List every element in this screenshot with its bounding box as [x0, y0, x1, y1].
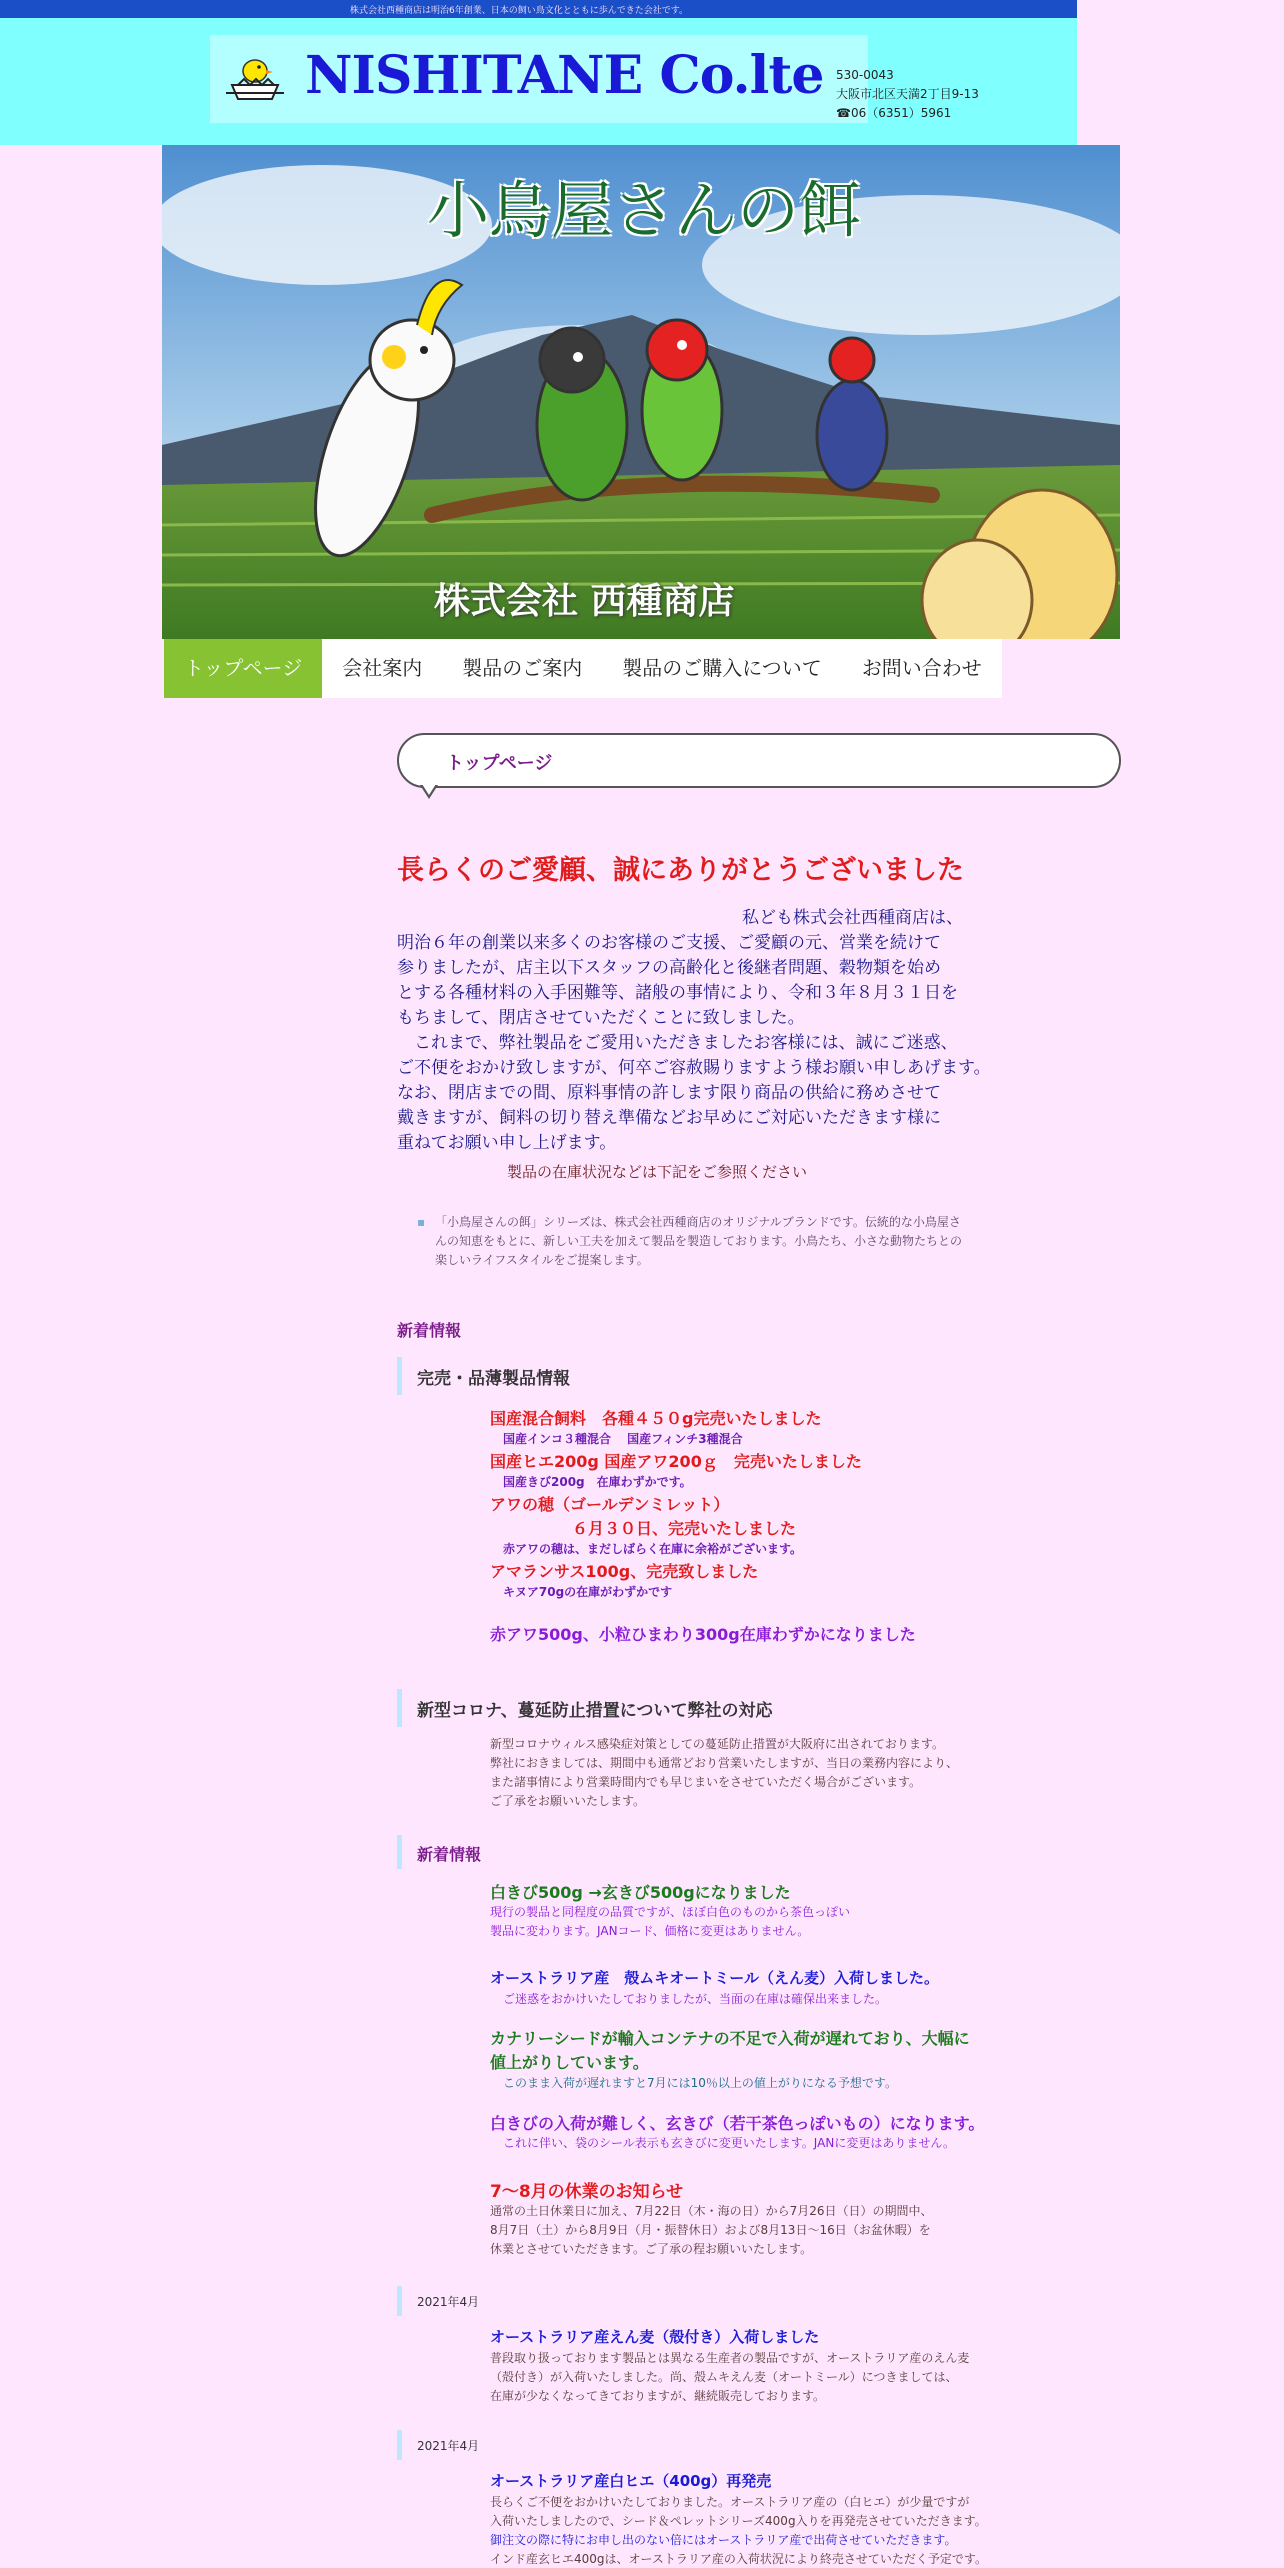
news-item-line: ご迷惑をおかけいたしておりましたが、当面の在庫は確保出来ました。 — [503, 1992, 888, 2006]
closing-line: 明治６年の創業以来多くのお客様のご支援、ご愛顧の元、営業を続けて — [397, 933, 941, 953]
nav-products[interactable]: 製品のご案内 — [462, 656, 583, 680]
news-item-title: 白きびの入荷が難しく、玄きび（若干茶色っぽいもの）になります。 — [490, 2114, 985, 2133]
nav-purchase[interactable]: 製品のご購入について — [622, 656, 822, 680]
news-item-line: インド産玄ヒエ400gは、オーストラリア産の入荷状況により終売させていただく予定です。 — [490, 2552, 987, 2566]
news2-title: 新着情報 — [417, 1845, 482, 1864]
chick-logo-icon — [222, 47, 288, 113]
address-postal: 530-0043 — [836, 68, 894, 82]
address-phone: ☎06（6351）5961 — [836, 106, 952, 120]
closing-line: 私ども株式会社西種商店は、 — [742, 908, 963, 928]
news-item-line: 長らくご不便をおかけいたしておりました。オーストラリア産の（白ヒエ）が少量ですが — [490, 2495, 970, 2509]
closing-line: とする各種材料の入手困難等、諸般の事情により、令和３年８月３１日を — [397, 983, 958, 1003]
news-item-title: 値上がりしています。 — [490, 2053, 649, 2072]
top-bar-text: 株式会社西種商店は明治6年創業、日本の飼い鳥文化とともに歩んできた会社です。 — [350, 6, 689, 16]
closing-line: 重ねてお願い申し上げます。 — [397, 1133, 617, 1153]
news-item-title: カナリーシードが輸入コンテナの不足で入荷が遅れており、大幅に — [490, 2029, 970, 2048]
news-item-line: 製品に変わります。JANコード、価格に変更はありません。 — [490, 1924, 810, 1938]
news-item-line: 入荷いたしましたので、シード＆ペレットシリーズ400g入りを再発売させていただきます。 — [490, 2514, 987, 2528]
hero-company-name: 株式会社 西種商店 — [434, 581, 735, 622]
soldout-item: ６月３０日、完売いたしました — [572, 1519, 797, 1538]
brand-description — [417, 1213, 1017, 1270]
news-item-title: オーストラリア産白ヒエ（400g）再発売 — [490, 2472, 772, 2490]
closing-message — [397, 906, 1037, 1156]
news-item-line: 御注文の際に特にお申し出のない倍にはオーストラリア産で出荷させていただきます。 — [490, 2533, 957, 2547]
site-header — [0, 18, 1077, 145]
address-street: 大阪市北区天満2丁目9-13 — [836, 87, 979, 101]
main-nav — [164, 639, 1002, 698]
section-marker — [397, 1357, 402, 1395]
brand-line: 楽しいライフスタイルをご提案します。 — [435, 1253, 649, 1267]
site-logo[interactable] — [210, 35, 868, 123]
news-item-line: 通常の土日休業日に加え、7月22日（木・海の日）から7月26日（日）の期間中、 — [490, 2204, 933, 2218]
soldout-item: 国産混合飼料 各種４５０g完売いたしました — [490, 1409, 822, 1428]
corona-line: 新型コロナウィルス感染症対策としての蔓延防止措置が大阪府に出されております。 — [490, 1737, 944, 1751]
news-item-title: オーストラリア産えん麦（殻付き）入荷しました — [490, 2328, 820, 2346]
closing-line: これまで、弊社製品をご愛用いただきましたお客様には、誠にご迷惑、 — [397, 1033, 958, 1053]
section-marker — [397, 2286, 402, 2316]
news-date: 2021年4月 — [417, 2439, 480, 2453]
soldout-subitem: 赤アワの穂は、まだしばらく在庫に余裕がございます。 — [503, 1542, 803, 1556]
hero-banner — [162, 145, 1120, 639]
news-item-title: オーストラリア産 殻ムキオートミール（えん麦）入荷しました。 — [490, 1969, 939, 1987]
news-date: 2021年4月 — [417, 2295, 480, 2309]
closing-line: なお、閉店までの間、原料事情の許します限り商品の供給に務めさせて — [397, 1083, 941, 1103]
brand-line: んの知恵をもとに、新しい工夫を加えて製品を製造しております。小鳥たち、小さな動物たちとの — [435, 1234, 963, 1248]
company-address — [836, 66, 979, 123]
nav-top-page[interactable]: トップページ — [164, 639, 322, 698]
soldout-item: 国産ヒエ200g 国産アワ200ｇ 完売いたしました — [490, 1452, 862, 1471]
stock-note: 製品の在庫状況などは下記をご参照ください — [507, 1163, 808, 1181]
nav-contact[interactable]: お問い合わせ — [861, 656, 982, 680]
top-bar — [0, 0, 1077, 18]
closing-line: もちまして、閉店させていただくことに致しました。 — [397, 1008, 805, 1028]
closing-line: ご不便をおかけ致しますが、何卒ご容赦賜りますよう様お願い申しあげます。 — [397, 1058, 991, 1078]
news-item-line: これに伴い、袋のシール表示も玄きびに変更いたします。JANに変更はありません。 — [503, 2136, 956, 2150]
soldout-subitem: キヌア70gの在庫がわずかです — [503, 1585, 673, 1599]
nav-company-info[interactable]: 会社案内 — [342, 656, 423, 680]
news-item-line: このまま入荷が遅れますと7月には10％以上の値上がりになる予想です。 — [503, 2076, 897, 2090]
news-item-line: （殻付き）が入荷いたしました。尚、殻ムキえん麦（オートミール）につきましては、 — [490, 2370, 958, 2384]
section-marker — [397, 1835, 402, 1869]
corona-line: ご了承をお願いいたします。 — [490, 1794, 646, 1808]
section-marker — [397, 1689, 402, 1727]
closing-line: 戴きますが、飼料の切り替え準備などお早めにご対応いただきます様に — [397, 1108, 941, 1128]
news-item-line: 在庫が少なくなってきておりますが、継続販売しております。 — [490, 2389, 826, 2403]
news-item-line: 8月7日（土）から8月9日（月・振替休日）および8月13日～16日（お盆休暇）を — [490, 2223, 931, 2237]
soldout-item: 赤アワ500g、小粒ひまわり300g在庫わずかになりました — [490, 1625, 916, 1644]
news-heading: 新着情報 — [397, 1321, 462, 1340]
corona-line: 弊社におきましては、期間中も通常どおり営業いたしますが、当日の業務内容により、 — [490, 1756, 959, 1770]
closing-line: 参りましたが、店主以下スタッフの高齢化と後継者問題、穀物類を始め — [397, 958, 941, 978]
section-marker — [397, 2430, 402, 2460]
soldout-item: アワの穂（ゴールデンミレット） — [490, 1495, 730, 1514]
logo-wordmark: NISHITANE Co.lte — [305, 45, 824, 106]
closing-title: 長らくのご愛顧、誠にありがとうございました — [397, 855, 964, 886]
soldout-subitem: 国産インコ３種混合 国産フィンチ3種混合 — [503, 1432, 743, 1446]
news-item-title: 白きび500g →玄きび500gになりました — [490, 1883, 791, 1902]
news-item-line: 現行の製品と同程度の品質ですが、ほぼ白色のものから茶色っぽい — [490, 1905, 851, 1919]
corona-line: また諸事情により営業時間内でも早じまいをさせていただく場合がございます。 — [490, 1775, 922, 1789]
corona-title: 新型コロナ、蔓延防止措置について弊社の対応 — [417, 1701, 773, 1721]
news-item-line: 休業とさせていただきます。ご了承の程お願いいたします。 — [490, 2242, 813, 2256]
news-item-title: 7～8月の休業のお知らせ — [490, 2182, 684, 2202]
soldout-title: 完売・品薄製品情報 — [417, 1369, 570, 1389]
hero-title: 小鳥屋さんの餌 — [427, 174, 862, 247]
page-title-bubble — [397, 733, 1121, 788]
page-title: トップページ — [446, 753, 553, 774]
brand-line: ▪ 「小鳥屋さんの餌」シリーズは、株式会社西種商店のオリジナルブランドです。伝統的な小鳥屋さ — [435, 1215, 961, 1229]
news-item-line: 普段取り扱っております製品とは異なる生産者の製品ですが、オーストラリア産のえん麦 — [490, 2351, 970, 2365]
soldout-item: アマランサス100g、完売致しました — [490, 1562, 759, 1581]
soldout-subitem: 国産きび200g 在庫わずかです。 — [503, 1475, 692, 1489]
